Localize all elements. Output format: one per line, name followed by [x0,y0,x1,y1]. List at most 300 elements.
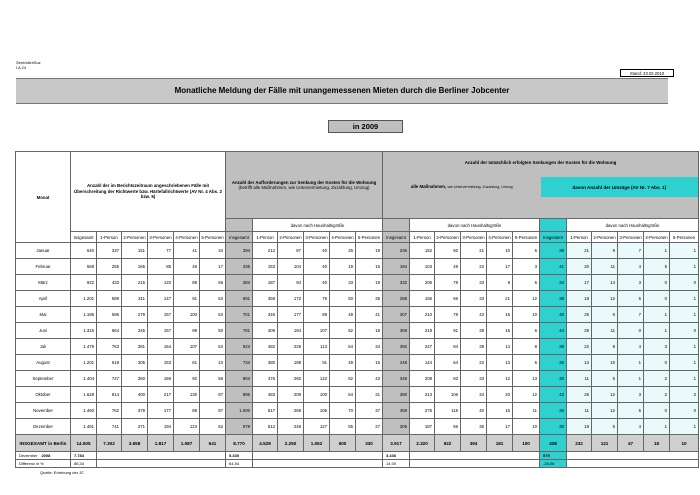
value-cell: 40 [461,403,487,419]
value-cell: 63 [200,291,226,307]
value-cell: 1.196 [71,307,97,323]
value-cell: 165 [122,259,148,275]
value-cell: 236 [383,243,410,259]
value-cell: 248 [383,355,410,371]
diff-row-label-text: Differenz in % [19,461,44,466]
value-cell: 922 [71,275,97,291]
value-cell: 307 [383,307,410,323]
value-cell: 34 [461,387,487,403]
total-cell: 14.505 [71,435,97,452]
value-cell: 691 [226,291,253,307]
table-row [16,339,699,355]
value-cell: 896 [226,387,253,403]
value-cell: 37 [356,403,383,419]
col-header: 5-Personen [200,232,226,243]
value-cell: 1.315 [71,323,97,339]
group2-header [226,152,383,219]
value-cell: 7 [618,307,644,323]
value-cell: 91 [435,323,461,339]
value-cell: 288 [383,291,410,307]
value-cell: 91 [174,291,200,307]
value-cell: 814 [97,387,122,403]
value-cell: 1 [670,259,699,275]
value-cell: 11 [513,403,540,419]
value-cell: 260 [278,371,304,387]
value-cell: 38 [461,323,487,339]
value-cell: 380 [383,387,410,403]
value-cell: 13 [513,371,540,387]
value-cell: 512 [253,419,278,435]
value-cell: 113 [304,339,330,355]
value-cell: 76 [304,291,330,307]
value-cell: 332 [383,275,410,291]
value-cell: 15 [487,323,513,339]
value-cell: 177 [148,403,174,419]
value-cell: 371 [122,419,148,435]
total-cell: 3.917 [383,435,410,452]
value-cell: 1.404 [71,371,97,387]
value-cell: 1 [670,291,699,307]
dez2008-row-year: 2008 [41,453,51,458]
value-cell: 409 [253,323,278,339]
value-cell: 34 [356,339,383,355]
value-cell: 103 [410,259,435,275]
col-header: 4-Personen [174,232,200,243]
value-cell: 210 [410,307,435,323]
value-cell: 358 [253,291,278,307]
value-cell: 6 [513,323,540,339]
value-cell: 57 [200,403,226,419]
month-cell: Juni [16,323,71,339]
value-cell: 215 [122,275,148,291]
value-cell: 198 [278,355,304,371]
value-cell: 433 [97,275,122,291]
value-cell: 5 [644,259,670,275]
compare-cell: 5.330 [226,452,253,460]
value-cell: 21 [461,243,487,259]
value-cell: 1 [644,243,670,259]
value-cell: 107 [304,323,330,339]
value-cell: 99 [174,323,200,339]
value-cell: 20 [487,387,513,403]
table-row [16,323,699,339]
value-cell: 64 [435,355,461,371]
value-cell: 1.000 [226,403,253,419]
value-cell: 14 [487,339,513,355]
value-cell: 589 [97,291,122,307]
value-cell: 4 [618,419,644,435]
col-header: 3-Personen [461,232,487,243]
value-cell: 44 [540,323,567,339]
month-cell: Februar [16,259,71,275]
total-cell: 181 [487,435,513,452]
value-cell: 12 [592,291,618,307]
value-cell: 1 [670,419,699,435]
total-cell: 2.250 [278,435,304,452]
value-cell: 130 [174,387,200,403]
value-cell: 169 [148,371,174,387]
value-cell: 153 [253,259,278,275]
value-cell: 619 [97,355,122,371]
value-cell: 11 [592,323,618,339]
col-header: 3-Personen [304,232,330,243]
col-header: 1-Person [567,232,592,243]
value-cell: 0 [644,403,670,419]
value-cell: 43 [356,371,383,387]
value-cell: 33 [461,275,487,291]
value-cell: 16 [487,403,513,419]
empty-cell [253,452,383,460]
value-cell: 923 [226,339,253,355]
value-cell: 212 [253,243,278,259]
value-cell: 14 [592,275,618,291]
compare-cell: -26,08 [540,460,567,468]
value-cell: 0 [670,403,699,419]
year-label: in 2009 [328,120,403,133]
month-cell: April [16,291,71,307]
value-cell: 40 [304,243,330,259]
total-cell: 121 [592,435,618,452]
group3a-header [383,177,541,197]
value-cell: 79 [435,275,461,291]
value-cell: 21 [487,291,513,307]
col-header: 2-Personen [435,232,461,243]
value-cell: 67 [200,387,226,403]
total-cell: 922 [435,435,461,452]
value-cell: 517 [253,403,278,419]
value-cell: 104 [278,259,304,275]
davon-header-3b: davon nach Haushaltsgröße [567,219,699,232]
value-cell: 26 [567,387,592,403]
value-cell: 2 [670,387,699,403]
value-cell: 194 [148,419,174,435]
value-cell: 229 [278,339,304,355]
value-cell: 27 [356,419,383,435]
col-header: 2-Personen [278,232,304,243]
sender-stamp [16,60,41,70]
value-cell: 741 [97,419,122,435]
value-cell: 31 [356,387,383,403]
total-cell: 232 [567,435,592,452]
data-table [15,151,699,468]
value-cell: 1 [670,339,699,355]
source-note: Quelle: Erhebung der JC [40,470,85,475]
value-cell: 10 [487,243,513,259]
value-cell: 25 [567,307,592,323]
value-cell: 4 [618,339,644,355]
value-cell: 1 [670,371,699,387]
value-cell: 1.491 [71,419,97,435]
value-cell: 66 [200,275,226,291]
value-cell: 1 [670,243,699,259]
value-cell: 378 [122,403,148,419]
col-header: Insgesamt [383,232,410,243]
value-cell: 9 [487,275,513,291]
value-cell: 568 [71,259,97,275]
empty-cell [97,452,226,460]
value-cell: 3 [513,259,540,275]
value-cell: 5 [618,403,644,419]
value-cell: 1.460 [71,403,97,419]
value-cell: 70 [330,403,356,419]
value-cell: 100 [174,307,200,323]
compare-cell: 7.784 [71,452,97,460]
value-cell: 63 [200,339,226,355]
total-cell: 641 [200,435,226,452]
page-title: Monatliche Meldung der Fälle mit unangemessenen Mieten durch die Berliner Jobcenter [16,78,668,104]
value-cell: 10 [513,307,540,323]
value-cell: 41 [174,243,200,259]
value-cell: 91 [304,355,330,371]
compare-cell: 3.436 [383,452,410,460]
col-header: 2-Personen [592,232,618,243]
value-cell: 7 [618,243,644,259]
value-cell: 5 [592,419,618,435]
value-cell: 248 [278,419,304,435]
group2-title: Anzahl der Aufforderungen zur Senkung der Kosten für die Wohnung [231,179,377,185]
value-cell: 164 [148,339,174,355]
value-cell: 62 [330,371,356,387]
empty-cell [253,460,383,468]
compare-cell: 86,34 [71,460,97,468]
total-cell: 428 [540,435,567,452]
value-cell: 380 [253,355,278,371]
value-cell: 22 [567,339,592,355]
empty-cell [567,460,699,468]
value-cell: 25 [540,355,567,371]
value-cell: 4 [618,259,644,275]
value-cell: 84 [435,339,461,355]
col-header: 3-Personen [618,232,644,243]
stamp-line-2: I A 24 [16,65,27,70]
col-header: 5-Personen [356,232,383,243]
value-cell: 41 [356,307,383,323]
value-cell: 85 [148,259,174,275]
value-cell: 157 [148,323,174,339]
cyan-cell [540,219,567,232]
value-cell: 209 [278,387,304,403]
value-cell: 172 [278,291,304,307]
value-cell: 3 [618,275,644,291]
value-cell: 213 [410,387,435,403]
dez2008-row-label-text: Dezember [19,453,38,458]
empty-cell [410,460,540,468]
value-cell: 39 [540,339,567,355]
value-cell: 151 [122,243,148,259]
davon-header-3a: davon nach Haushaltsgröße [410,219,540,232]
month-cell: August [16,355,71,371]
value-cell: 15 [487,307,513,323]
value-cell: 3 [618,387,644,403]
value-cell: 0 [670,323,699,339]
value-cell: 369 [383,323,410,339]
diff-row [16,460,699,468]
value-cell: 979 [226,419,253,435]
value-cell: 275 [410,403,435,419]
value-cell: 20 [540,371,567,387]
value-cell: 17 [567,275,592,291]
value-cell: 40 [304,259,330,275]
total-cell: 330 [356,435,383,452]
value-cell: 83 [435,371,461,387]
total-row [16,435,699,452]
col-header: 1-Person [410,232,435,243]
value-cell: 35 [356,291,383,307]
value-cell: 3 [644,339,670,355]
value-cell: 217 [148,387,174,403]
value-cell: 64 [330,387,356,403]
value-cell: 115 [435,403,461,419]
col-header: 5-Personen [513,232,540,243]
value-cell: 12 [487,371,513,387]
value-cell: 701 [226,307,253,323]
value-cell: 52 [330,323,356,339]
value-cell: 43 [200,355,226,371]
value-cell: 12 [513,291,540,307]
monat-header: Monat [16,152,71,243]
value-cell: 209 [410,371,435,387]
total-cell: 3.658 [122,435,148,452]
value-cell: 144 [410,355,435,371]
value-cell: 127 [304,419,330,435]
month-cell: Januar [16,243,71,259]
value-cell: 10 [513,419,540,435]
compare-cell: 64,54 [226,460,253,468]
value-cell: 268 [278,403,304,419]
total-cell: 10 [670,435,699,452]
group3b-header: davon Anzahl der Umzüge (AV Nr. 7 Abs. 1) [541,177,699,197]
value-cell: 187 [253,275,278,291]
value-cell: 106 [304,403,330,419]
value-cell: 733 [226,355,253,371]
value-cell: 400 [122,387,148,403]
value-cell: 147 [148,291,174,307]
value-cell: 56 [200,371,226,387]
value-cell: 311 [122,291,148,307]
month-cell: November [16,403,71,419]
table-row [16,307,699,323]
value-cell: 120 [148,275,174,291]
value-cell: 5 [513,243,540,259]
value-cell: 40 [540,307,567,323]
value-cell: 1.201 [71,291,97,307]
col-header: 4-Personen [330,232,356,243]
value-cell: 50 [330,291,356,307]
table-row [16,243,699,259]
compare-cell: 579 [540,452,567,460]
value-cell: 278 [122,307,148,323]
table-row [16,419,699,435]
value-cell: 34 [200,243,226,259]
value-cell: 19 [356,243,383,259]
value-cell: 762 [97,403,122,419]
compare-cell: 14,00 [383,460,410,468]
value-cell: 15 [356,259,383,275]
total-cell: 4.528 [253,435,278,452]
value-cell: 153 [148,355,174,371]
col-header: 1-Person [97,232,122,243]
value-cell: 1 [618,355,644,371]
value-cell: 65 [330,419,356,435]
col-header: 5-Personen [670,232,699,243]
value-cell: 476 [253,371,278,387]
value-cell: 10 [592,355,618,371]
value-cell: 2 [644,371,670,387]
value-cell: 62 [200,419,226,435]
total-cell: 394 [461,435,487,452]
value-cell: 11 [567,403,592,419]
value-cell: 88 [174,275,200,291]
value-cell: 89 [304,307,330,323]
value-cell: 50 [200,323,226,339]
total-cell: 7.302 [97,435,122,452]
month-cell: Dezember [16,419,71,435]
value-cell: 46 [174,259,200,275]
value-cell: 123 [174,419,200,435]
stamp-line-1: SenIntArbSoz [16,60,41,65]
value-cell: 33 [461,371,487,387]
sep-cell [383,219,410,232]
group3-subheaders [383,177,698,197]
col-header: 3-Personen [148,232,174,243]
value-cell: 106 [435,387,461,403]
total-cell: 1.062 [304,435,330,452]
value-cell: 38 [540,291,567,307]
value-cell: 346 [253,307,278,323]
empty-cell [97,460,226,468]
value-cell: 42 [540,387,567,403]
total-cell: 47 [618,435,644,452]
value-cell: 33 [330,275,356,291]
value-cell: 1 [644,323,670,339]
value-cell: 17 [487,259,513,275]
value-cell: 2 [644,387,670,403]
month-cell: Oktober [16,387,71,403]
value-cell: 1 [670,307,699,323]
value-cell: 5 [513,355,540,371]
col-header: 4-Personen [644,232,670,243]
value-cell: 100 [304,387,330,403]
value-cell: 1.628 [71,387,97,403]
group3-title: Anzahl der tatsächlich erfolgten Senkungen der Kosten für die Wohnung [464,160,617,165]
value-cell: 79 [435,307,461,323]
col-header: Insgesamt [226,232,253,243]
table-row [16,275,699,291]
col-header: Insgesamt [540,232,567,243]
value-cell: 596 [97,307,122,323]
value-cell: 0 [670,275,699,291]
value-cell: 12 [592,403,618,419]
value-cell: 0 [644,275,670,291]
month-cell: März [16,275,71,291]
value-cell: 1 [670,355,699,371]
total-cell: 1.087 [174,435,200,452]
value-cell: 5 [592,371,618,387]
value-cell: 13 [567,355,592,371]
value-cell: 19 [567,419,592,435]
value-cell: 152 [410,243,435,259]
total-cell: 1.817 [148,435,174,452]
value-cell: 194 [383,259,410,275]
value-cell: 187 [410,419,435,435]
value-cell: 48 [330,307,356,323]
value-cell: 0 [618,323,644,339]
total-cell: 8.770 [226,435,253,452]
value-cell: 863 [226,371,253,387]
value-cell: 17 [200,259,226,275]
col-header: 1-Person [253,232,278,243]
value-cell: 219 [410,323,435,339]
